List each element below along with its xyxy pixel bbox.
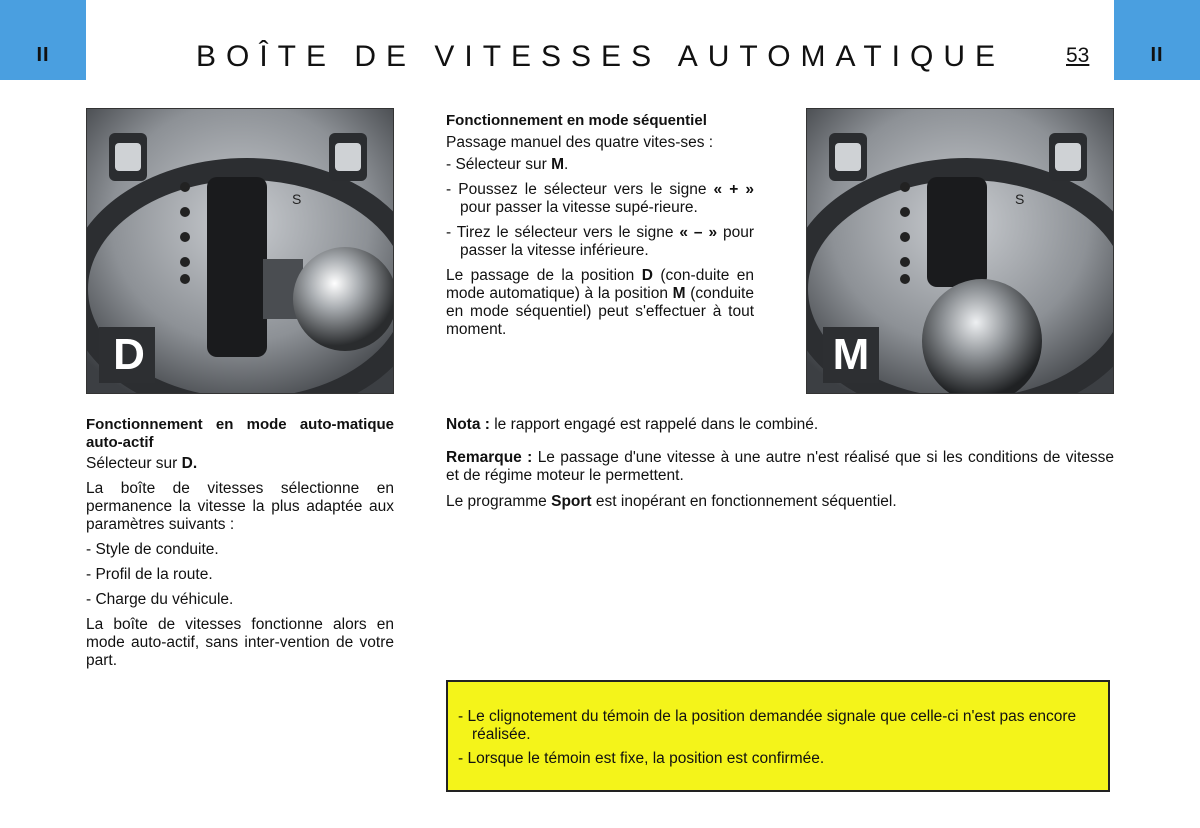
list-item xyxy=(446,181,754,217)
selector-value: D. xyxy=(181,455,198,472)
wide-text xyxy=(446,416,1114,518)
remarque-label: Remarque : xyxy=(446,449,533,466)
list-item-text: - Sélecteur sur xyxy=(446,156,547,173)
section-tab-right xyxy=(1114,0,1200,80)
list-item-bold: « – » xyxy=(679,224,718,241)
auto-mode-paragraph: La boîte de vitesses sélectionne en permanence la vitesse la plus adaptée aux paramètres suivants : xyxy=(86,480,394,533)
list-item: - Style de conduite. xyxy=(86,541,219,558)
note-line: - Lorsque le témoin est fixe, la position est confirmée. xyxy=(458,750,825,767)
list-item-text: pour passer la vitesse supé-rieure. xyxy=(460,199,698,216)
section-tab-left xyxy=(0,0,86,80)
d-to-m-paragraph xyxy=(446,267,754,339)
list-item-bold: « + » xyxy=(713,181,755,198)
remarque-text: Le passage d'une vitesse à une autre n'est réalisé que si les conditions de vitesse et de régime moteur le permettent. xyxy=(446,449,1115,484)
sequential-mode-heading: Fonctionnement en mode séquentiel xyxy=(446,112,707,129)
list-item-text: - Tirez le sélecteur vers le signe xyxy=(446,224,674,241)
list-item xyxy=(446,156,754,174)
auto-active-paragraph: La boîte de vitesses fonctionne alors en mode auto-actif, sans inter-vention de votre part. xyxy=(86,616,394,669)
svg-text:S: S xyxy=(1015,191,1025,207)
list-item-text: pour passer la vitesse inférieure. xyxy=(460,224,754,259)
list-item: - Charge du véhicule. xyxy=(86,591,234,608)
gear-selector-photo-m xyxy=(806,108,1114,394)
manual-intro: Passage manuel des quatre vites-ses : xyxy=(446,134,714,151)
para-text: Le passage de la position xyxy=(446,267,635,284)
middle-column xyxy=(446,112,754,346)
list-item-text: - Poussez le sélecteur vers le signe xyxy=(446,181,707,198)
left-column xyxy=(86,416,394,677)
nota-label: Nota : xyxy=(446,416,490,433)
sport-bold: Sport xyxy=(551,493,592,510)
page-title: BOÎTE DE VITESSES AUTOMATIQUE xyxy=(196,40,1005,73)
warning-note-box xyxy=(446,680,1110,792)
gear-selector-photo-d xyxy=(86,108,394,394)
list-item-text: . xyxy=(564,156,569,173)
selector-prefix: Sélecteur sur xyxy=(86,455,178,472)
section-marker-left: II xyxy=(36,44,50,66)
para-bold: M xyxy=(672,285,686,302)
sport-text: Le programme xyxy=(446,493,547,510)
section-marker-right: II xyxy=(1150,44,1164,66)
remarque-paragraph xyxy=(446,449,1114,485)
nota-text: le rapport engagé est rappelé dans le combiné. xyxy=(494,416,819,433)
list-item xyxy=(446,224,754,260)
position-label-m: M xyxy=(832,330,870,379)
note-line: - Le clignotement du témoin de la position demandée signale que celle-ci n'est pas encore réalisée. xyxy=(458,708,1077,743)
para-text: (con-duite en mode automatique) à la position xyxy=(446,267,754,302)
svg-text:S: S xyxy=(292,191,302,207)
sport-line xyxy=(446,493,1114,511)
para-text: (conduite en mode séquentiel) peut s'effectuer à tout moment. xyxy=(446,285,754,338)
list-item: - Profil de la route. xyxy=(86,566,213,583)
page-number: 53 xyxy=(1066,44,1090,67)
list-item-bold: M xyxy=(551,156,565,173)
para-bold: D xyxy=(641,267,653,284)
nota-line xyxy=(446,416,1114,434)
position-label-d: D xyxy=(113,330,145,379)
sport-text: est inopérant en fonctionnement séquentiel. xyxy=(595,493,897,510)
auto-mode-heading: Fonctionnement en mode auto-matique auto-actif xyxy=(86,416,394,451)
selector-line xyxy=(86,455,394,473)
